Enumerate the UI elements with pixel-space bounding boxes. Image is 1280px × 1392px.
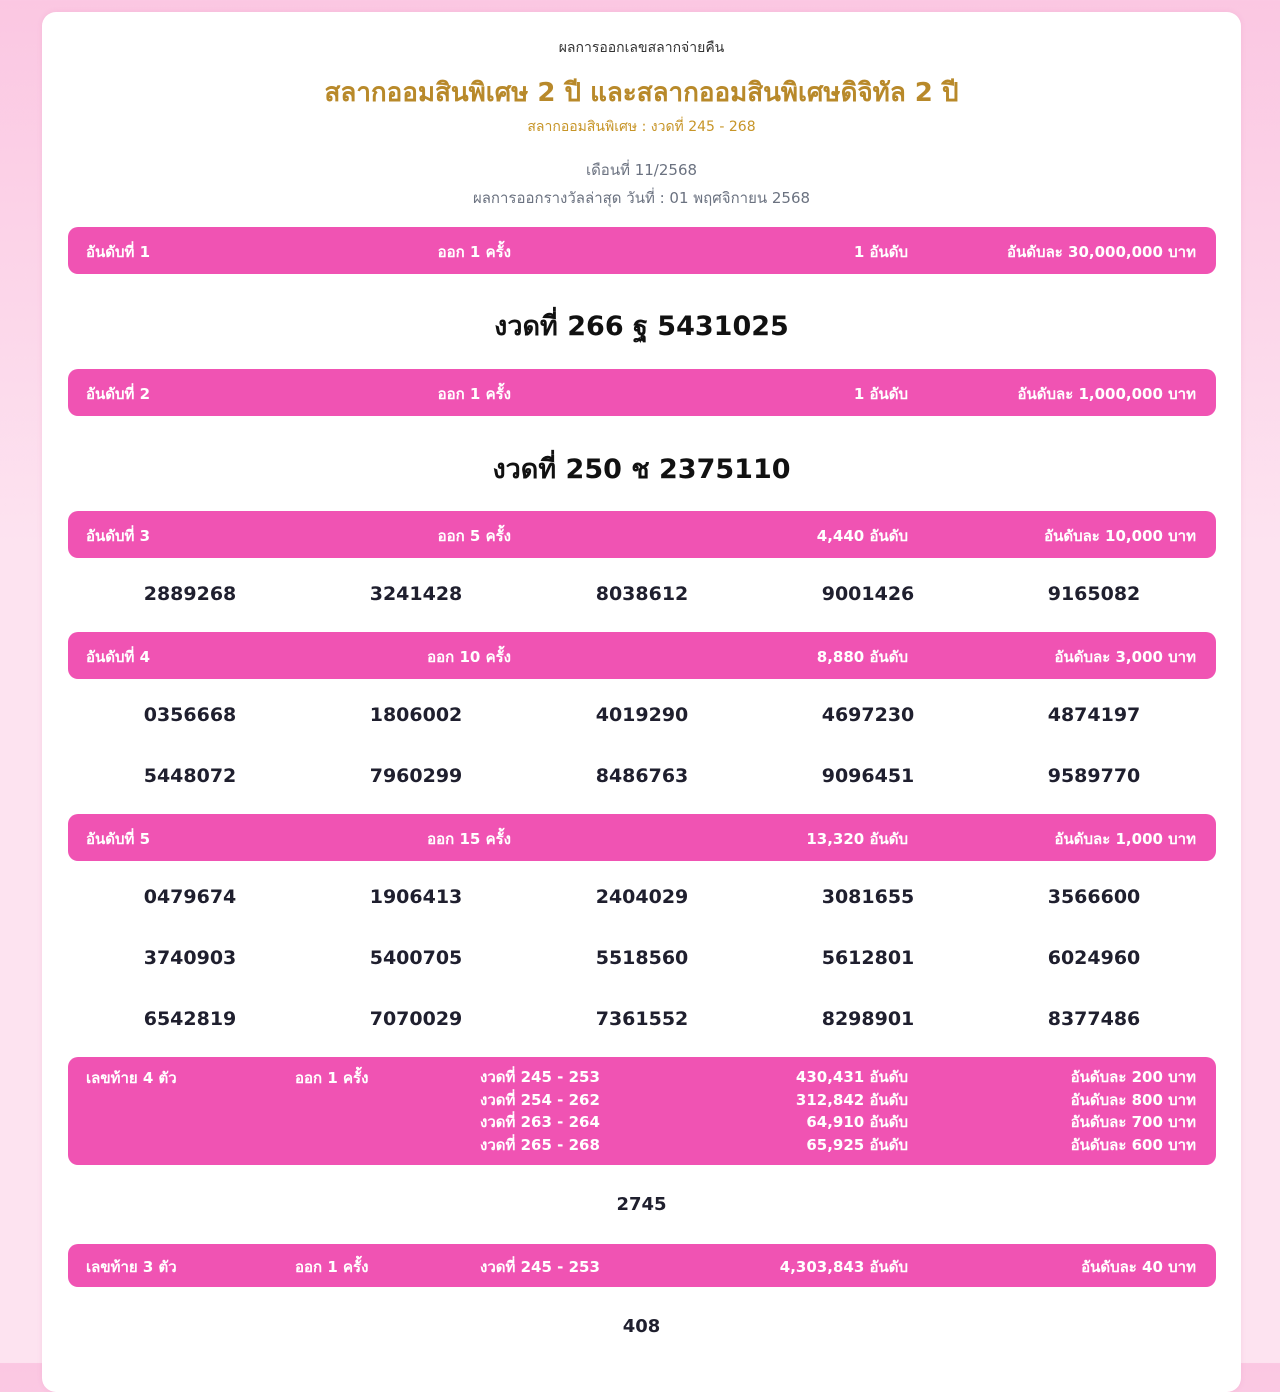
prize3-number: 8038612 (595, 583, 689, 605)
prize1-winner: งวดที่ 266 ฐ 5431025 (494, 311, 789, 342)
last4-count: 430,431 อันดับ (795, 1068, 908, 1086)
prize5-number: 1906413 (369, 886, 463, 908)
prize5-number: 5518560 (595, 947, 689, 969)
prize3-number: 2889268 (143, 583, 237, 605)
pre-title: ผลการออกเลขสลากจ่ายคืน (558, 40, 725, 56)
prize3-rank: อันดับที่ 3 (86, 527, 151, 545)
prize4-number: 4874197 (1047, 704, 1141, 726)
last4-round: งวดที่ 263 - 264 (480, 1113, 600, 1131)
prize4-number: 7960299 (369, 765, 463, 787)
prize5-header (68, 814, 1216, 861)
last3-header (68, 1244, 1216, 1287)
prize5-number: 8377486 (1047, 1008, 1141, 1030)
prize5-number: 2404029 (595, 886, 689, 908)
prize4-row (68, 704, 1216, 734)
prize2-header (68, 369, 1216, 416)
prize4-draws: ออก 10 ครั้ง (427, 648, 511, 666)
prize4-header (68, 632, 1216, 679)
prize3-draws: ออก 5 ครั้ง (437, 527, 511, 545)
prize5-amount: อันดับละ 1,000 บาท (1054, 830, 1196, 848)
draw-date: ผลการออกรางวัลล่าสุด วันที่ : 01 พฤศจิกายน 2568 (472, 189, 811, 207)
last4-label: เลขท้าย 4 ตัว (86, 1069, 177, 1087)
last4-round: งวดที่ 265 - 268 (480, 1135, 600, 1154)
page-title: สลากออมสินพิเศษ 2 ปี และสลากออมสินพิเศษดิจิทัล 2 ปี (324, 78, 959, 108)
last3-round: งวดที่ 245 - 253 (480, 1258, 600, 1276)
month-label: เดือนที่ 11/2568 (585, 161, 698, 179)
last4-count: 64,910 อันดับ (806, 1113, 908, 1131)
last4-prize: อันดับละ 200 บาท (1070, 1068, 1196, 1086)
prize4-number: 1806002 (369, 704, 463, 726)
prize5-count: 13,320 อันดับ (806, 830, 908, 848)
prize2-amount: อันดับละ 1,000,000 บาท (1017, 385, 1196, 403)
last4-header (68, 1057, 1216, 1165)
prize1-count: 1 อันดับ (853, 243, 908, 261)
prize4-number: 9589770 (1047, 765, 1141, 787)
prize1-draws: ออก 1 ครั้ง (437, 243, 511, 261)
prize4-count: 8,880 อันดับ (816, 648, 908, 666)
prize5-row (68, 1008, 1216, 1038)
prize5-number: 6024960 (1047, 947, 1141, 969)
last4-prize: อันดับละ 700 บาท (1070, 1113, 1196, 1131)
prize3-number: 9165082 (1047, 583, 1141, 605)
prize5-draws: ออก 15 ครั้ง (427, 830, 511, 848)
prize5-number: 3081655 (821, 886, 915, 908)
last4-counts (796, 1066, 908, 1156)
prize1-amount: อันดับละ 30,000,000 บาท (1007, 243, 1196, 261)
prize5-number: 8298901 (821, 1008, 915, 1030)
prize5-number: 5400705 (369, 947, 463, 969)
prize3-number: 3241428 (369, 583, 463, 605)
last4-count: 312,842 อันดับ (795, 1090, 908, 1109)
prize3-count: 4,440 อันดับ (816, 527, 908, 545)
prize5-number: 6542819 (143, 1008, 237, 1030)
prize5-number: 5612801 (821, 947, 915, 969)
prize1-header (68, 227, 1216, 274)
last4-prize: อันดับละ 600 บาท (1070, 1135, 1196, 1154)
last3-amount: อันดับละ 40 บาท (1081, 1258, 1196, 1276)
prize3-row (68, 583, 1216, 613)
last3-count: 4,303,843 อันดับ (779, 1258, 908, 1276)
prize5-number: 7070029 (369, 1008, 463, 1030)
last4-round: งวดที่ 245 - 253 (480, 1068, 600, 1086)
prize4-number: 4019290 (595, 704, 689, 726)
last4-prizes (1071, 1066, 1196, 1156)
prize4-row (68, 765, 1216, 795)
prize2-rank: อันดับที่ 2 (86, 385, 151, 403)
last4-round: งวดที่ 254 - 262 (480, 1090, 600, 1109)
prize4-amount: อันดับละ 3,000 บาท (1054, 648, 1196, 666)
prize5-row (68, 947, 1216, 977)
prize4-number: 9096451 (821, 765, 915, 787)
last4-prize: อันดับละ 800 บาท (1070, 1090, 1196, 1109)
prize4-number: 4697230 (821, 704, 915, 726)
prize5-number: 7361552 (595, 1008, 689, 1030)
prize4-rank: อันดับที่ 4 (86, 648, 151, 666)
prize3-amount: อันดับละ 10,000 บาท (1044, 527, 1196, 545)
last4-draws: ออก 1 ครั้ง (295, 1069, 369, 1087)
prize2-count: 1 อันดับ (853, 385, 908, 403)
prize1-rank: อันดับที่ 1 (86, 243, 151, 261)
last4-rounds (480, 1066, 600, 1156)
prize4-number: 8486763 (595, 765, 689, 787)
prize4-number: 0356668 (143, 704, 237, 726)
prize5-number: 3566600 (1047, 886, 1141, 908)
last3-label: เลขท้าย 3 ตัว (86, 1258, 177, 1276)
prize3-header (68, 511, 1216, 558)
prize4-number: 5448072 (143, 765, 237, 787)
prize2-draws: ออก 1 ครั้ง (437, 385, 511, 403)
prize5-rank: อันดับที่ 5 (86, 830, 151, 848)
subtitle: สลากออมสินพิเศษ : งวดที่ 245 - 268 (527, 119, 756, 135)
results-card (42, 12, 1241, 1392)
prize3-number: 9001426 (821, 583, 915, 605)
last4-number: 2745 (616, 1194, 667, 1215)
last3-number: 408 (622, 1316, 661, 1337)
last4-count: 65,925 อันดับ (806, 1135, 908, 1154)
prize5-row (68, 886, 1216, 916)
prize2-winner: งวดที่ 250 ช 2375110 (492, 454, 791, 485)
prize5-number: 3740903 (143, 947, 237, 969)
prize5-number: 0479674 (143, 886, 237, 908)
last3-draws: ออก 1 ครั้ง (295, 1258, 369, 1276)
